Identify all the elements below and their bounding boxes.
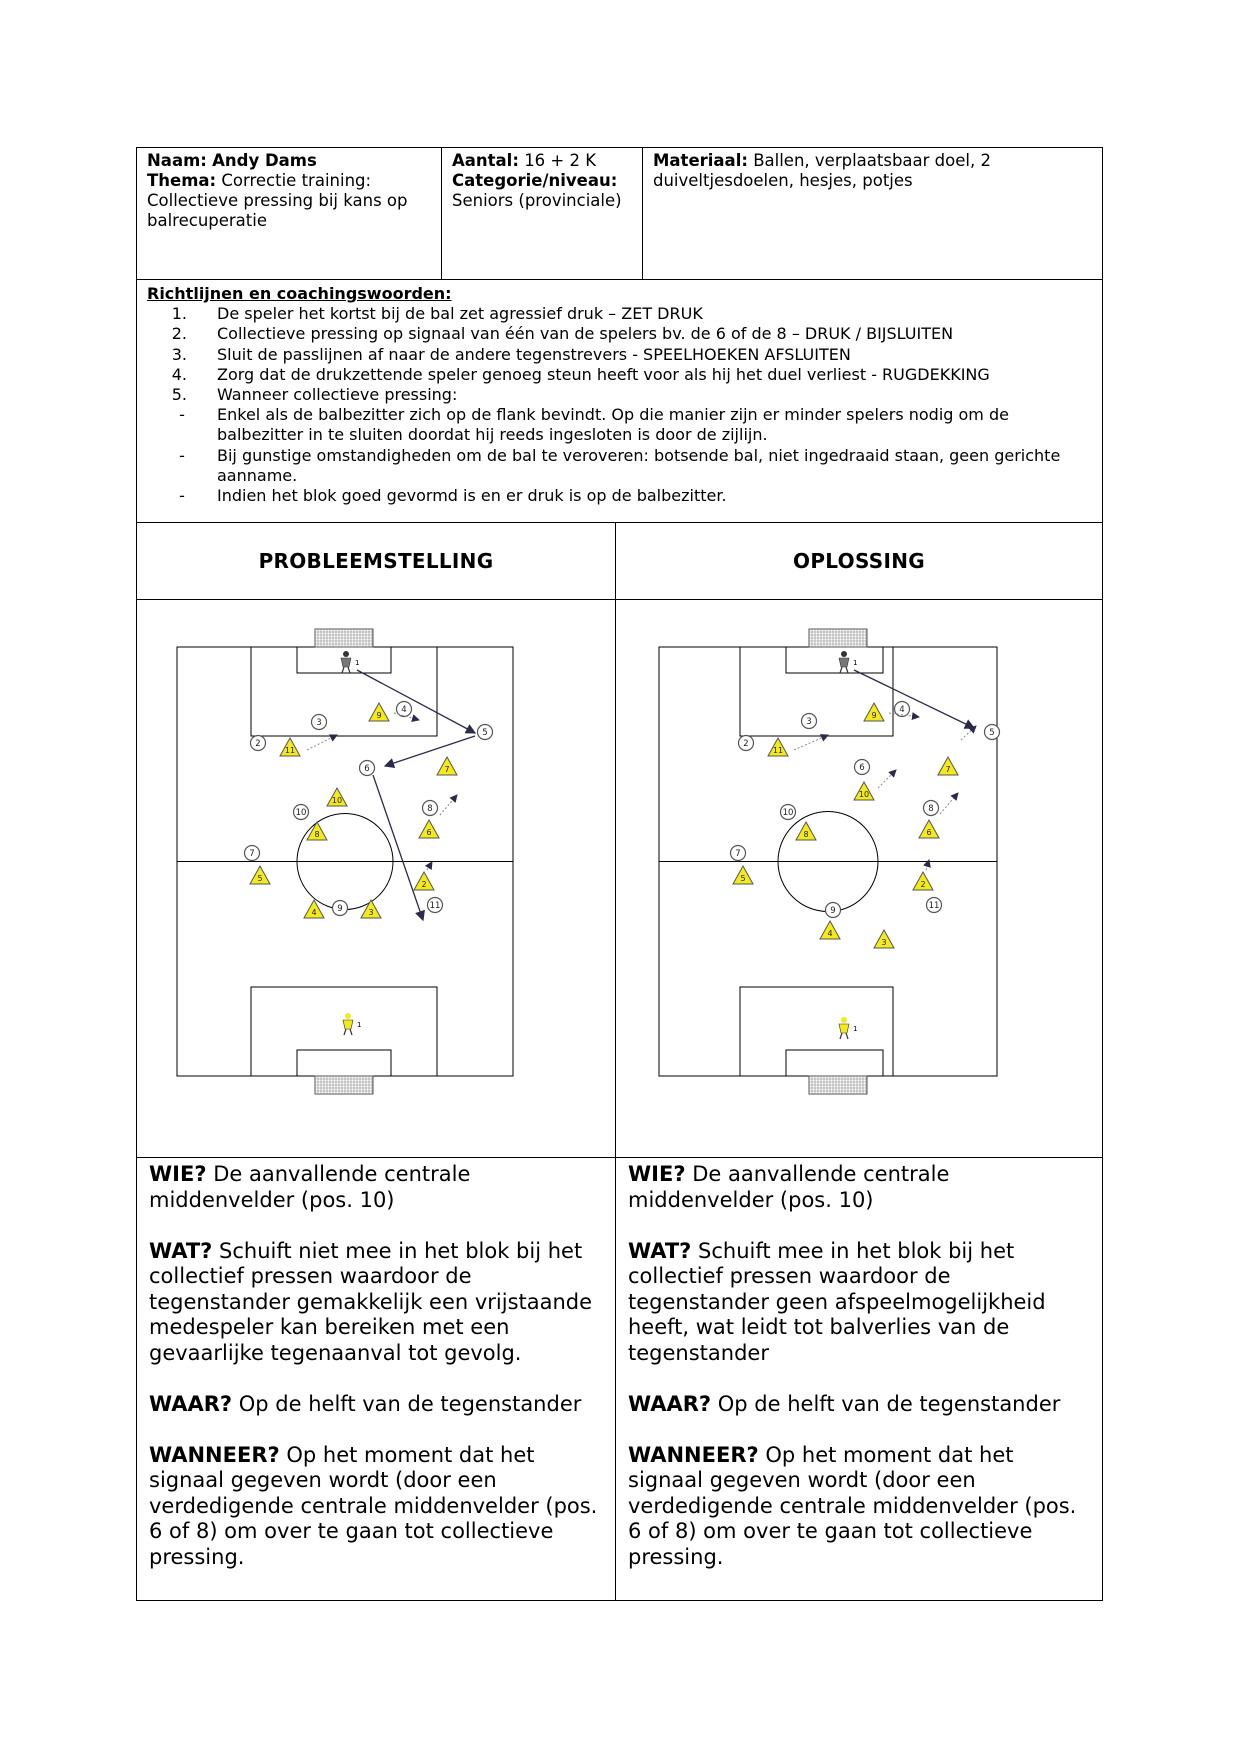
waar-label: WAAR?: [149, 1391, 233, 1416]
penalty-area-bottom: [740, 987, 893, 1076]
svg-text:1: 1: [355, 659, 360, 667]
outfield-player-circle: [985, 725, 1000, 740]
movement-arrow: [307, 735, 337, 750]
left-wie: [149, 1162, 603, 1213]
svg-text:6: 6: [859, 763, 865, 774]
svg-text:2: 2: [920, 880, 926, 889]
guidelines-row: [137, 280, 1103, 523]
outfield-player-circle: [739, 736, 754, 751]
goal-area-bottom: [786, 1050, 883, 1076]
solution-description-cell: [616, 1158, 1103, 1601]
svg-text:1: 1: [853, 659, 858, 667]
wat-text: Schuift mee in het blok bij het collectief pressen waardoor de tegenstander geen afspeelmogelijkheid heeft, wat leidt tot balverlies van de tegenstander: [628, 1238, 1046, 1365]
guideline-text: De speler het kortst bij de bal zet agressief druk – ZET DRUK: [217, 304, 703, 324]
outfield-player-circle: [294, 805, 309, 820]
header-row: [137, 148, 1103, 280]
left-wat: [149, 1239, 603, 1367]
problem-title: PROBLEEMSTELLING: [258, 549, 494, 573]
outfield-player-triangle: [733, 866, 753, 884]
goalkeeper-figure: [343, 1013, 361, 1035]
svg-text:11: 11: [284, 746, 296, 755]
problem-diagram-cell: [137, 600, 616, 1158]
svg-text:11: 11: [928, 901, 940, 912]
outfield-player-triangle: [361, 900, 381, 918]
waar-label: WAAR?: [628, 1391, 712, 1416]
outfield-player-triangle: [796, 822, 816, 840]
guideline-item: [147, 324, 1092, 344]
outfield-player-triangle: [437, 757, 457, 775]
solution-title: OPLOSSING: [793, 549, 925, 573]
svg-text:3: 3: [806, 717, 812, 728]
guideline-text: Zorg dat de drukzettende speler genoeg steun heeft voor als hij het duel verliest - RUGDEKKING: [217, 364, 990, 384]
svg-text:4: 4: [899, 705, 905, 716]
bullet-text: Indien het blok goed gevormd is en er druk is op de balbezitter.: [217, 486, 727, 506]
outfield-player-triangle: [327, 788, 347, 806]
outfield-player-circle: [423, 801, 438, 816]
outfield-player-circle: [428, 898, 443, 913]
guideline-item: [147, 304, 1092, 324]
diagrams-row: [137, 600, 1103, 1158]
svg-text:5: 5: [257, 874, 263, 883]
svg-text:7: 7: [735, 849, 741, 860]
bullet-marker: -: [179, 486, 185, 506]
svg-text:6: 6: [364, 764, 370, 775]
svg-text:7: 7: [945, 765, 951, 774]
right-waar: [628, 1392, 1090, 1418]
wie-label: WIE?: [149, 1162, 207, 1186]
outfield-player-triangle: [919, 820, 939, 838]
left-wanneer: [149, 1443, 603, 1571]
goalkeeper-figure: [341, 651, 359, 673]
outfield-player-circle: [478, 725, 493, 740]
wat-label: WAT?: [149, 1238, 213, 1263]
outfield-player-circle: [924, 801, 939, 816]
svg-text:3: 3: [881, 938, 887, 947]
outfield-player-circle: [360, 761, 375, 776]
svg-text:5: 5: [989, 728, 995, 739]
naam-label: Naam:: [147, 151, 207, 170]
right-wanneer: [628, 1443, 1090, 1571]
guideline-text: Sluit de passlijnen af naar de andere tegenstrevers - SPEELHOEKEN AFSLUITEN: [217, 344, 851, 364]
solution-diagram-cell: [616, 600, 1103, 1158]
wie-text: De aanvallende centrale middenvelder (pos. 10): [149, 1162, 471, 1212]
guideline-item: [147, 345, 1092, 365]
movement-arrow: [878, 770, 896, 788]
descriptions-row: [137, 1158, 1103, 1601]
outfield-player-circle: [245, 846, 260, 861]
svg-text:6: 6: [426, 828, 432, 837]
solution-title-cell: [616, 523, 1103, 600]
svg-text:5: 5: [740, 874, 746, 883]
svg-text:9: 9: [337, 904, 343, 915]
svg-text:9: 9: [871, 711, 877, 720]
guideline-marker: 4.: [171, 364, 187, 384]
bullet-text: Bij gunstige omstandigheden om de bal te veroveren: botsende bal, niet ingedraaid staan, geen gerichte aanname.: [217, 445, 1061, 485]
guideline-item: [147, 365, 1092, 385]
bullet-marker: -: [179, 445, 185, 465]
svg-text:8: 8: [928, 804, 934, 815]
wanneer-text: Op het moment dat het signaal gegeven wordt (door een verdedigende centrale middenvelder (pos. 6 of 8) om over te gaan tot collectieve pressing.: [628, 1442, 1077, 1569]
titles-row: [137, 523, 1103, 600]
wie-label: WIE?: [628, 1162, 686, 1186]
outfield-player-triangle: [938, 757, 958, 775]
guideline-marker: 2.: [171, 324, 187, 344]
svg-text:7: 7: [444, 765, 450, 774]
svg-text:10: 10: [858, 790, 870, 799]
svg-text:10: 10: [331, 796, 343, 805]
wanneer-label: WANNEER?: [628, 1442, 759, 1467]
guidelines-cell: [137, 280, 1103, 523]
svg-text:10: 10: [295, 808, 307, 819]
right-wat: [628, 1239, 1090, 1367]
outfield-player-circle: [251, 736, 266, 751]
guideline-bullet: [147, 486, 1092, 506]
movement-arrow: [440, 795, 457, 815]
wanneer-label: WANNEER?: [149, 1442, 280, 1467]
goal-area-bottom: [297, 1050, 391, 1076]
svg-text:11: 11: [772, 746, 784, 755]
svg-text:2: 2: [421, 880, 427, 889]
pass-arrow: [357, 670, 475, 733]
svg-text:9: 9: [830, 906, 836, 917]
outfield-player-circle: [855, 760, 870, 775]
goal-area-top: [786, 647, 883, 673]
aantal-label: Aantal:: [452, 151, 519, 170]
outfield-player-triangle: [307, 822, 327, 840]
header-cell-material: [643, 148, 1103, 280]
bullet-text: Enkel als de balbezitter zich op de flank bevindt. Op die manier zijn er minder spelers nodig om de balbezitter in te sluiten doordat hij reeds ingesloten is door de zijlijn.: [217, 405, 1009, 445]
bullet-marker: -: [179, 405, 185, 425]
guideline-text: Collectieve pressing op signaal van één van de spelers bv. de 6 of de 8 – DRUK / BIJSLUITEN: [217, 324, 954, 344]
svg-text:6: 6: [926, 828, 932, 837]
svg-text:4: 4: [401, 705, 407, 716]
naam-value: Andy Dams: [212, 151, 317, 170]
movement-arrow: [961, 726, 976, 740]
svg-text:2: 2: [255, 739, 261, 750]
problem-description-cell: [137, 1158, 616, 1601]
guideline-bullet: [147, 405, 1092, 445]
svg-text:8: 8: [314, 830, 320, 839]
svg-text:1: 1: [357, 1021, 362, 1029]
svg-text:8: 8: [803, 830, 809, 839]
svg-text:4: 4: [311, 908, 317, 917]
svg-text:7: 7: [249, 849, 255, 860]
outfield-player-triangle: [419, 820, 439, 838]
goalkeeper-figure: [839, 1017, 857, 1039]
guideline-text: Wanneer collectieve pressing:: [217, 385, 458, 405]
guideline-marker: 1.: [171, 304, 187, 324]
materiaal-label: Materiaal:: [653, 151, 748, 170]
run-arrow: [373, 775, 423, 920]
outfield-player-triangle: [250, 866, 270, 884]
outfield-player-circle: [312, 715, 327, 730]
outfield-player-circle: [781, 805, 796, 820]
solution-pitch-diagram: [616, 600, 1103, 1157]
outfield-player-circle: [927, 898, 942, 913]
guideline-item: [147, 385, 1092, 405]
outfield-player-triangle: [414, 872, 434, 890]
svg-text:1: 1: [853, 1025, 858, 1033]
wie-text: De aanvallende centrale middenvelder (pos. 10): [628, 1162, 950, 1212]
waar-text: Op de helft van de tegenstander: [238, 1391, 582, 1416]
outfield-player-circle: [802, 714, 817, 729]
waar-text: Op de helft van de tegenstander: [717, 1391, 1061, 1416]
outfield-player-circle: [731, 846, 746, 861]
svg-text:5: 5: [482, 728, 488, 739]
header-cell-count: [442, 148, 643, 280]
movement-arrow: [794, 735, 828, 750]
svg-text:11: 11: [429, 901, 441, 912]
penalty-area-bottom: [251, 987, 437, 1076]
outfield-player-triangle: [854, 782, 874, 800]
movement-arrow: [940, 793, 958, 814]
outfield-player-triangle: [768, 738, 788, 756]
svg-text:3: 3: [316, 718, 322, 729]
problem-pitch-diagram: [137, 600, 614, 1157]
session-table: [136, 147, 1103, 1601]
wat-text: Schuift niet mee in het blok bij het collectief pressen waardoor de tegenstander gemakkelijk een vrijstaande medespeler kan bereiken met een gevaarlijke tegenaanval tot gevolg.: [149, 1238, 593, 1365]
categorie-label: Categorie/niveau:: [452, 171, 618, 190]
svg-text:4: 4: [827, 929, 833, 938]
outfield-player-triangle: [913, 872, 933, 890]
svg-text:8: 8: [427, 804, 433, 815]
outfield-player-triangle: [369, 703, 389, 721]
left-waar: [149, 1392, 603, 1418]
outfield-player-circle: [826, 903, 841, 918]
guideline-marker: 5.: [171, 385, 187, 405]
svg-text:10: 10: [782, 808, 794, 819]
guidelines-title: Richtlijnen en coachingswoorden:: [147, 284, 452, 303]
outfield-player-circle: [333, 901, 348, 916]
guideline-marker: 3.: [171, 344, 187, 364]
svg-text:2: 2: [743, 739, 749, 750]
pass-arrow: [385, 736, 475, 766]
guideline-bullet: [147, 446, 1092, 486]
wanneer-text: Op het moment dat het signaal gegeven wordt (door een verdedigende centrale middenvelder (pos. 6 of 8) om over te gaan tot collectieve pressing.: [149, 1442, 598, 1569]
svg-text:3: 3: [368, 908, 374, 917]
categorie-value: Seniors (provinciale): [452, 191, 622, 210]
header-cell-name: [137, 148, 442, 280]
aantal-value: 16 + 2 K: [524, 151, 597, 170]
outfield-player-triangle: [820, 921, 840, 939]
right-wie: [628, 1162, 1090, 1213]
materiaal-value: Ballen, verplaatsbaar doel, 2 duiveltjesdoelen, hesjes, potjes: [653, 151, 991, 190]
session-sheet: [136, 147, 1102, 1601]
wat-label: WAT?: [628, 1238, 692, 1263]
svg-text:9: 9: [376, 711, 382, 720]
thema-value: Correctie training: Collectieve pressing bij kans op balrecuperatie: [147, 171, 408, 230]
outfield-player-triangle: [280, 738, 300, 756]
problem-title-cell: [137, 523, 616, 600]
outfield-player-triangle: [874, 930, 894, 948]
movement-arrow: [427, 862, 432, 870]
thema-label: Thema:: [147, 171, 217, 190]
outfield-player-triangle: [864, 703, 884, 721]
